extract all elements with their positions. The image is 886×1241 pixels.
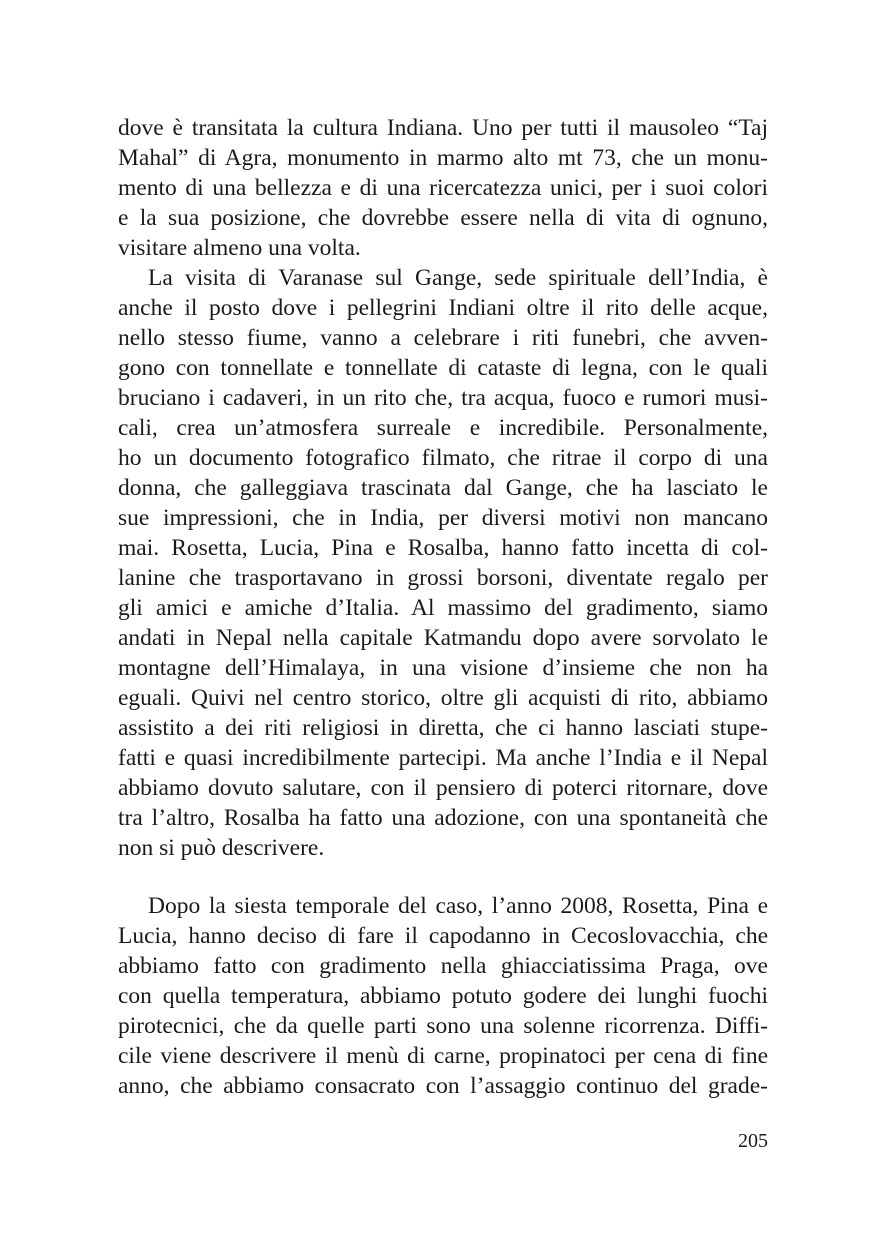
paragraph-3-line-3: abbiamo fatto con gradimento nella ghiacciatissima Praga, ove bbox=[118, 953, 768, 979]
paragraph-2-line-8: donna, che galleggiava trascinata dal Gange, che ha lasciato le bbox=[118, 475, 768, 501]
paragraph-2-line-12: gli amici e amiche d’Italia. Al massimo del gradimento, siamo bbox=[118, 595, 768, 621]
paragraph-2-line-5: bruciano i cadaveri, in un rito che, tra acqua, fuoco e rumori musi- bbox=[118, 385, 768, 411]
paragraph-3-line-5: pirotecnici, che da quelle parti sono una solenne ricorrenza. Diffi- bbox=[118, 1013, 768, 1039]
paragraph-2-line-4: gono con tonnellate e tonnellate di cataste di legna, con le quali bbox=[118, 355, 768, 381]
paragraph-3-line-7: anno, che abbiamo consacrato con l’assaggio continuo del grade- bbox=[118, 1073, 768, 1099]
paragraph-2-line-16: assistito a dei riti religiosi in diretta, che ci hanno lasciati stupe- bbox=[118, 715, 768, 741]
paragraph-1-line-1: dove è transitata la cultura Indiana. Uno per tutti il mausoleo “Taj bbox=[118, 115, 768, 141]
page-number: 205 bbox=[738, 1130, 768, 1152]
paragraph-1-line-5: visitare almeno una volta. bbox=[118, 235, 361, 261]
paragraph-2-line-15: eguali. Quivi nel centro storico, oltre gli acquisti di rito, abbiamo bbox=[118, 685, 768, 711]
paragraph-2-line-6: cali, crea un’atmosfera surreale e incredibile. Personalmente, bbox=[118, 415, 768, 441]
paragraph-2-line-9: sue impressioni, che in India, per diversi motivi non mancano bbox=[118, 505, 768, 531]
paragraph-2-line-19: tra l’altro, Rosalba ha fatto una adozione, con una spontaneità che bbox=[118, 805, 768, 831]
paragraph-2-line-14: montagne dell’Himalaya, in una visione d’insieme che non ha bbox=[118, 655, 768, 681]
paragraph-2-line-2: anche il posto dove i pellegrini Indiani oltre il rito delle acque, bbox=[118, 295, 768, 321]
paragraph-2-line-1: La visita di Varanase sul Gange, sede spirituale dell’India, è bbox=[148, 265, 768, 291]
paragraph-3-line-1: Dopo la siesta temporale del caso, l’anno 2008, Rosetta, Pina e bbox=[148, 893, 768, 919]
paragraph-2-line-7: ho un documento fotografico filmato, che ritrae il corpo di una bbox=[118, 445, 768, 471]
paragraph-2-line-20: non si può descrivere. bbox=[118, 835, 325, 861]
paragraph-2-line-10: mai. Rosetta, Lucia, Pina e Rosalba, hanno fatto incetta di col- bbox=[118, 535, 768, 561]
paragraph-2-line-3: nello stesso fiume, vanno a celebrare i riti funebri, che avven- bbox=[118, 325, 768, 351]
paragraph-2-line-18: abbiamo dovuto salutare, con il pensiero di poterci ritornare, dove bbox=[118, 775, 768, 801]
paragraph-2-line-13: andati in Nepal nella capitale Katmandu dopo avere sorvolato le bbox=[118, 625, 768, 651]
paragraph-2-line-17: fatti e quasi incredibilmente partecipi. Ma anche l’India e il Nepal bbox=[118, 745, 768, 771]
paragraph-1-line-2: Mahal” di Agra, monumento in marmo alto mt 73, che un monu- bbox=[118, 145, 768, 171]
paragraph-2-line-11: lanine che trasportavano in grossi borsoni, diventate regalo per bbox=[118, 565, 768, 591]
paragraph-3-line-2: Lucia, hanno deciso di fare il capodanno in Cecoslovacchia, che bbox=[118, 923, 768, 949]
paragraph-1-line-4: e la sua posizione, che dovrebbe essere nella di vita di ognuno, bbox=[118, 205, 768, 231]
paragraph-1-line-3: mento di una bellezza e di una ricercatezza unici, per i suoi colori bbox=[118, 175, 768, 201]
paragraph-3-line-6: cile viene descrivere il menù di carne, propinatoci per cena di fine bbox=[118, 1043, 768, 1069]
paragraph-3-line-4: con quella temperatura, abbiamo potuto godere dei lunghi fuochi bbox=[118, 983, 768, 1009]
